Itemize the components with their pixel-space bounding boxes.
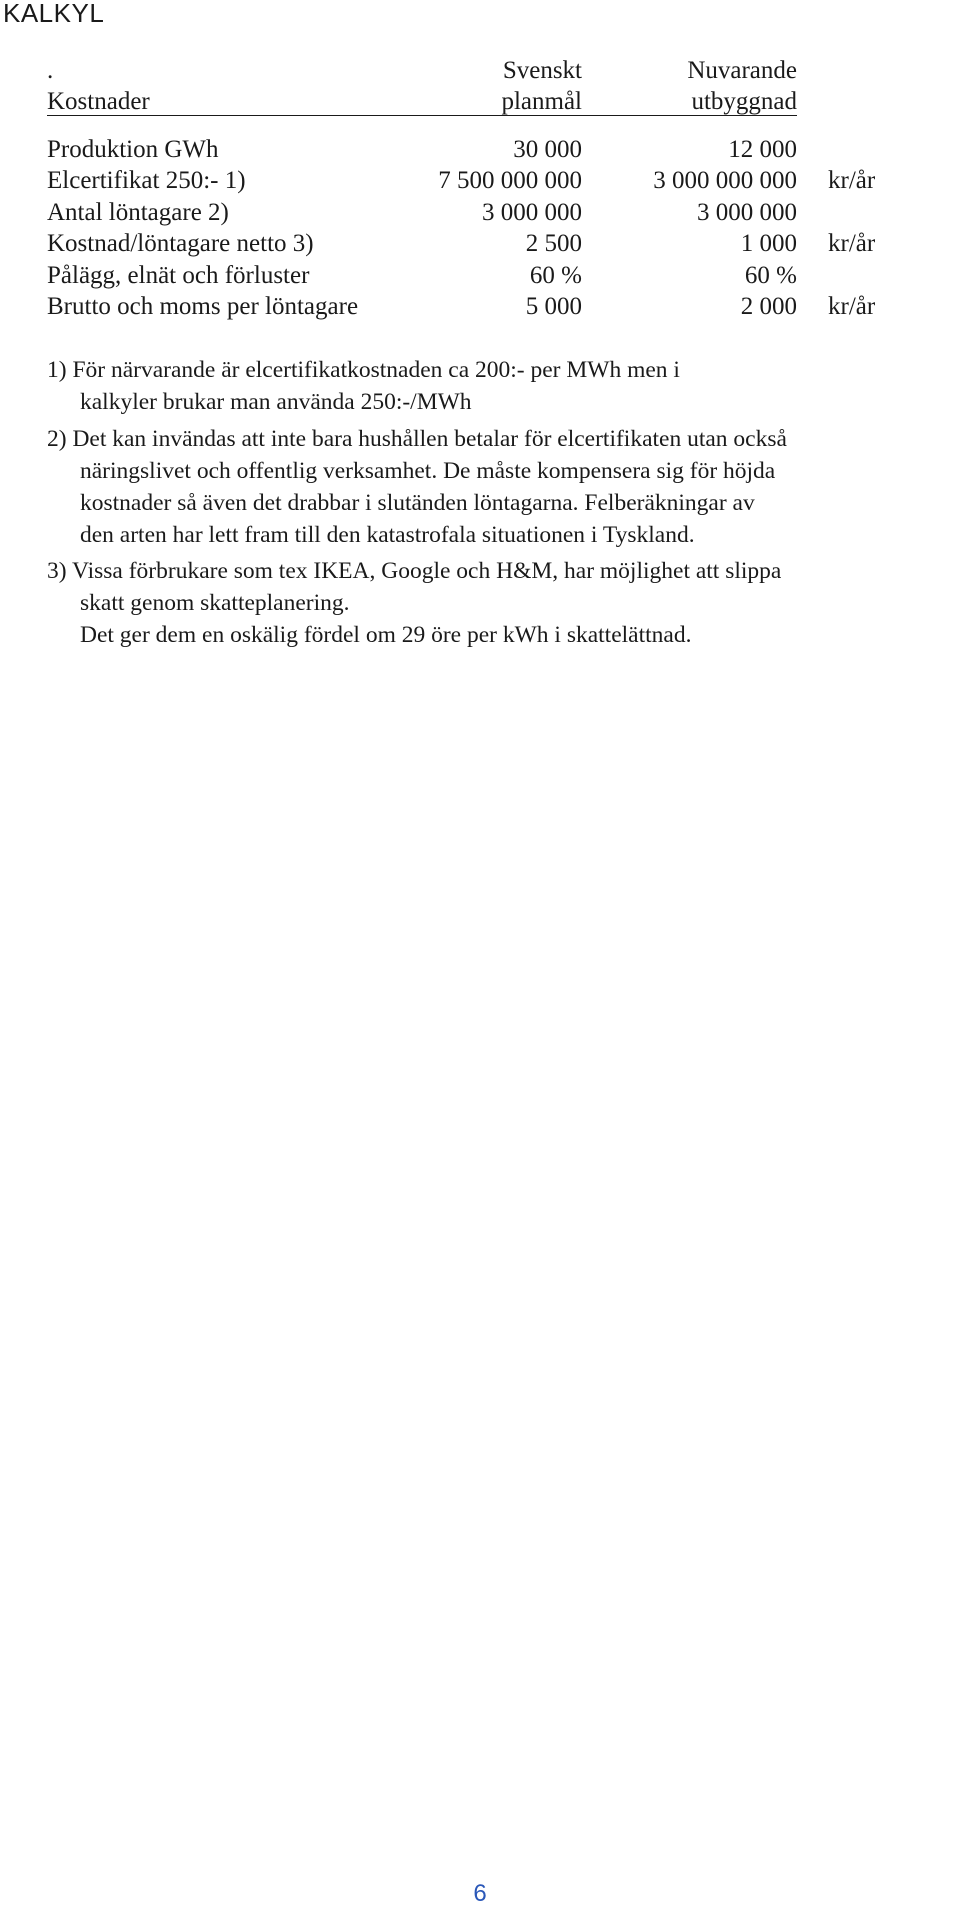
table-cell-unit: kr/år bbox=[828, 230, 876, 257]
table-cell-svenskt: 5 000 bbox=[525, 293, 582, 320]
footnote-3-line: 3) Vissa förbrukare som tex IKEA, Google och H&M, har möjlighet att slippa bbox=[47, 558, 782, 584]
table-row-label: Elcertifikat 250:- 1) bbox=[47, 167, 246, 194]
table-cell-unit: kr/år bbox=[828, 167, 876, 194]
table-cell-svenskt: 7 500 000 000 bbox=[438, 167, 582, 194]
footnote-1-line: kalkyler brukar man använda 250:-/MWh bbox=[80, 389, 472, 415]
header-underline bbox=[47, 115, 797, 116]
table-cell-nuvarande: 60 % bbox=[744, 262, 797, 289]
footnote-3-line: Det ger dem en oskälig fördel om 29 öre per kWh i skattelättnad. bbox=[80, 622, 692, 648]
column-header-kostnader: Kostnader bbox=[47, 88, 150, 115]
table-cell-nuvarande: 12 000 bbox=[728, 136, 797, 163]
footnote-2-line: näringslivet och offentlig verksamhet. De måste kompensera sig för höjda bbox=[80, 458, 776, 484]
table-row-label: Brutto och moms per löntagare bbox=[47, 293, 359, 320]
table-cell-nuvarande: 2 000 bbox=[740, 293, 797, 320]
footnote-2-line: den arten har lett fram till den katastrofala situationen i Tyskland. bbox=[80, 522, 695, 548]
footnote-2-line: 2) Det kan invändas att inte bara hushållen betalar för elcertifikaten utan också bbox=[47, 426, 787, 452]
column-header-planmal: planmål bbox=[501, 88, 582, 115]
table-header-dot: . bbox=[47, 57, 54, 84]
footnote-3-line: skatt genom skatteplanering. bbox=[80, 590, 350, 616]
table-cell-svenskt: 60 % bbox=[529, 262, 582, 289]
table-row-label: Kostnad/löntagare netto 3) bbox=[47, 230, 314, 257]
page-number: 6 bbox=[473, 1880, 487, 1907]
table-cell-svenskt: 3 000 000 bbox=[482, 199, 582, 226]
table-row-label: Produktion GWh bbox=[47, 136, 219, 163]
column-header-utbyggnad: utbyggnad bbox=[691, 88, 797, 115]
footnote-2-line: kostnader så även det drabbar i slutänden löntagarna. Felberäkningar av bbox=[80, 490, 755, 516]
table-row-label: Antal löntagare 2) bbox=[47, 199, 229, 226]
footnote-1-line: 1) För närvarande är elcertifikatkostnaden ca 200:- per MWh men i bbox=[47, 357, 680, 383]
table-row-label: Pålägg, elnät och förluster bbox=[47, 262, 310, 289]
column-header-nuvarande: Nuvarande bbox=[687, 57, 797, 84]
table-cell-svenskt: 2 500 bbox=[525, 230, 582, 257]
column-header-svenskt: Svenskt bbox=[502, 57, 582, 84]
table-cell-svenskt: 30 000 bbox=[513, 136, 582, 163]
table-cell-nuvarande: 3 000 000 bbox=[697, 199, 797, 226]
document-header: KALKYL bbox=[3, 0, 105, 28]
table-cell-nuvarande: 3 000 000 000 bbox=[653, 167, 797, 194]
table-cell-nuvarande: 1 000 bbox=[740, 230, 797, 257]
table-cell-unit: kr/år bbox=[828, 293, 876, 320]
